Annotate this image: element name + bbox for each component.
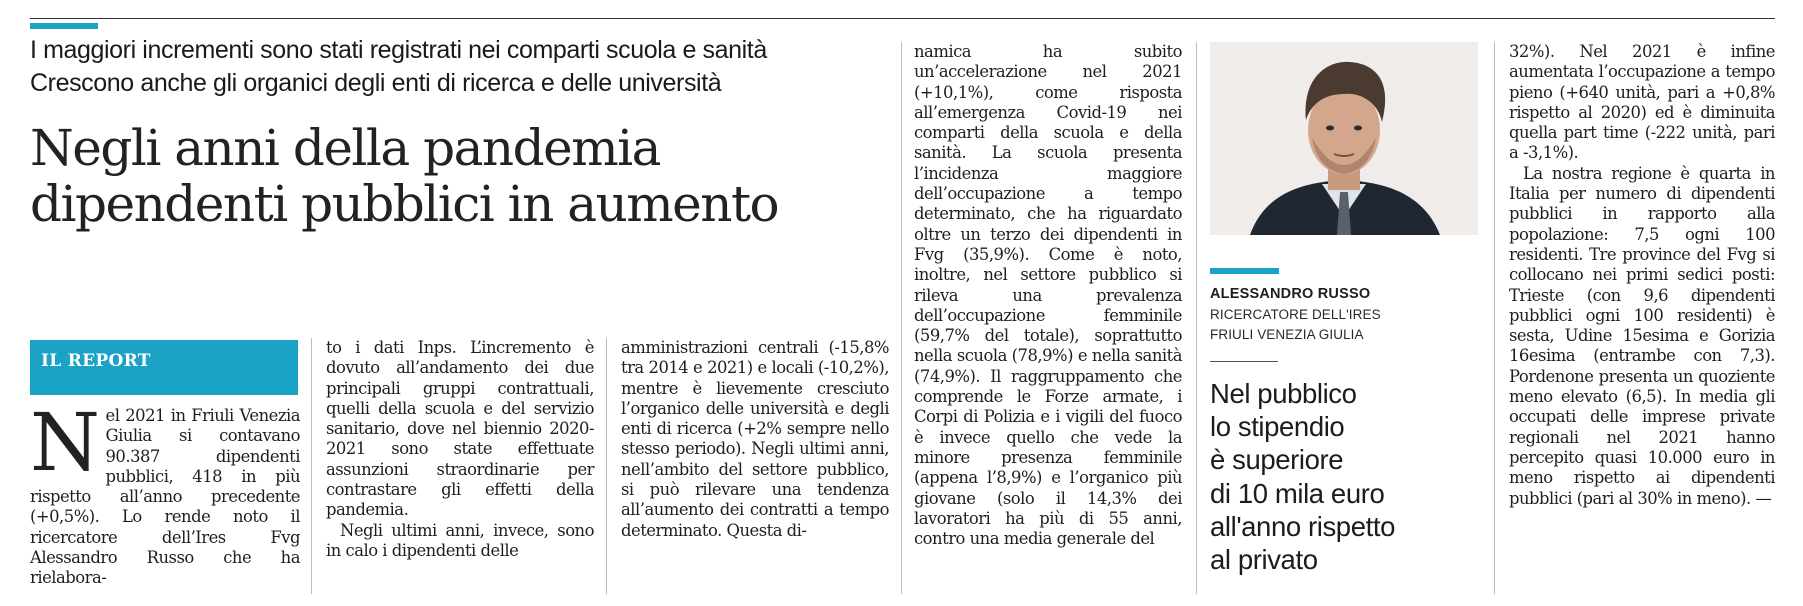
author-accent-bar xyxy=(1210,268,1279,274)
drop-cap: N xyxy=(30,396,100,489)
article-column-2 xyxy=(326,338,594,561)
headline-line-2: dipendenti pubblici in aumento xyxy=(30,175,779,233)
article-column-6 xyxy=(1509,42,1775,509)
headline-line-1: Negli anni della pandemia xyxy=(30,119,660,177)
author-role-line-1: RICERCATORE DELL'IRES xyxy=(1210,307,1381,322)
article-paragraph: La nostra regione è quarta in Italia per numero di dipendenti pubblici in rapporto alla popolazione: 7,5 ogni 100 residenti. Tre province del Fvg si collocano nei primi sedici posti: Trieste (con 9,6 dipendenti pubblici ogni 100 residenti) è sesta, Udine 15esima e Gorizia 16esima (entrambe con 7,3). Pordenone presenta un quoziente meno elevato (6,5). In media gli occupati delle imprese private regionali nel 2021 hanno percepito quasi 10.000 euro in meno rispetto ai dipendenti pubblici (pari al 30% in meno). — xyxy=(1509,163,1775,508)
subheadline-line-1: I maggiori incrementi sono stati registrati nei comparti scuola e sanità xyxy=(30,36,767,64)
author-name: ALESSANDRO RUSSO xyxy=(1210,286,1371,302)
pull-quote-line: all'anno rispetto xyxy=(1210,510,1395,542)
column-divider xyxy=(901,42,902,594)
column-divider xyxy=(311,338,312,594)
article-column-3 xyxy=(621,338,889,541)
article-column-1 xyxy=(30,396,300,589)
headline xyxy=(30,120,900,232)
pull-quote-line: è superiore xyxy=(1210,444,1344,476)
author-role-line-2: FRIULI VENEZIA GIULIA xyxy=(1210,327,1364,342)
subheadline-line-2: Crescono anche gli organici degli enti di ricerca e delle università xyxy=(30,69,722,97)
pull-quote-line: di 10 mila euro xyxy=(1210,477,1385,509)
article-column-4 xyxy=(914,42,1182,549)
column-divider xyxy=(1196,42,1197,594)
body-text: el 2021 in Friuli Venezia Giulia si contavano 90.387 dipendenti pubblici, 418 in più rispetto all’anno precedente (+0,5%). Lo rende noto il ricercatore dell’Ires Fvg Alessandro Russo che ha rielabora- xyxy=(30,406,300,588)
author-portrait-image xyxy=(1210,42,1478,235)
section-accent-bar xyxy=(30,23,98,29)
quote-divider xyxy=(1210,361,1278,362)
column-divider xyxy=(1494,42,1495,594)
column-divider xyxy=(606,338,607,594)
article-paragraph: amministrazioni centrali (-15,8% tra 2014 e 2021) e locali (-10,2%), mentre è lievemente cresciuto l’organico delle università e degli enti di ricerca (+2% sempre nello stesso periodo). Negli ultimi anni, nell’ambito del settore pubblico, si può rilevare una tendenza all’aumento dei contratti a tempo determinato. Questa di- xyxy=(621,338,889,540)
article-paragraph: to i dati Inps. L’incremento è dovuto all’andamento dei due principali gruppi contrattuali, quelli della scuola e del servizio sanitario, dove nel biennio 2020-2021 sono state effettuate assunzioni straordinarie per contrastare gli effetti della pandemia. xyxy=(326,338,594,520)
section-label-box: IL REPORT xyxy=(30,340,298,395)
top-rule xyxy=(30,18,1775,19)
author-photo xyxy=(1210,42,1478,235)
pull-quote-line: lo stipendio xyxy=(1210,411,1345,443)
pull-quote-line: al privato xyxy=(1210,544,1318,576)
article-paragraph xyxy=(30,396,300,589)
article-paragraph: namica ha subito un’accelerazione nel 2021 (+10,1%), come risposta all’emergenza Covid-19 nei comparti della scuola e della sanità. La scuola presenta l’incidenza maggiore dell’occupazione a tempo determinato, che ha riguardato oltre un terzo dei dipendenti in Fvg (35,9%). Come è noto, inoltre, nel settore pubblico si rileva una prevalenza dell’occupazione femminile (59,7% del totale), soprattutto nella scuola (78,9%) e nella sanità (74,9%). Il raggruppamento che comprende le Forze armate, i Corpi di Polizia e i vigili del fuoco è invece quello che vede la minore presenza femminile (appena l’8,9%) e l’organico più giovane (solo il 14,3% dei lavoratori ha più di 55 anni, contro una media generale del xyxy=(914,42,1182,549)
pull-quote xyxy=(1210,377,1490,576)
article-paragraph: 32%). Nel 2021 è infine aumentata l’occupazione a tempo pieno (+640 unità, pari a +0,8% rispetto al 2020) ed è diminuita quella part time (-222 unità, pari a -3,1%). xyxy=(1509,42,1775,163)
article-paragraph: Negli ultimi anni, invece, sono in calo i dipendenti delle xyxy=(326,520,594,560)
pull-quote-line: Nel pubblico xyxy=(1210,378,1357,409)
